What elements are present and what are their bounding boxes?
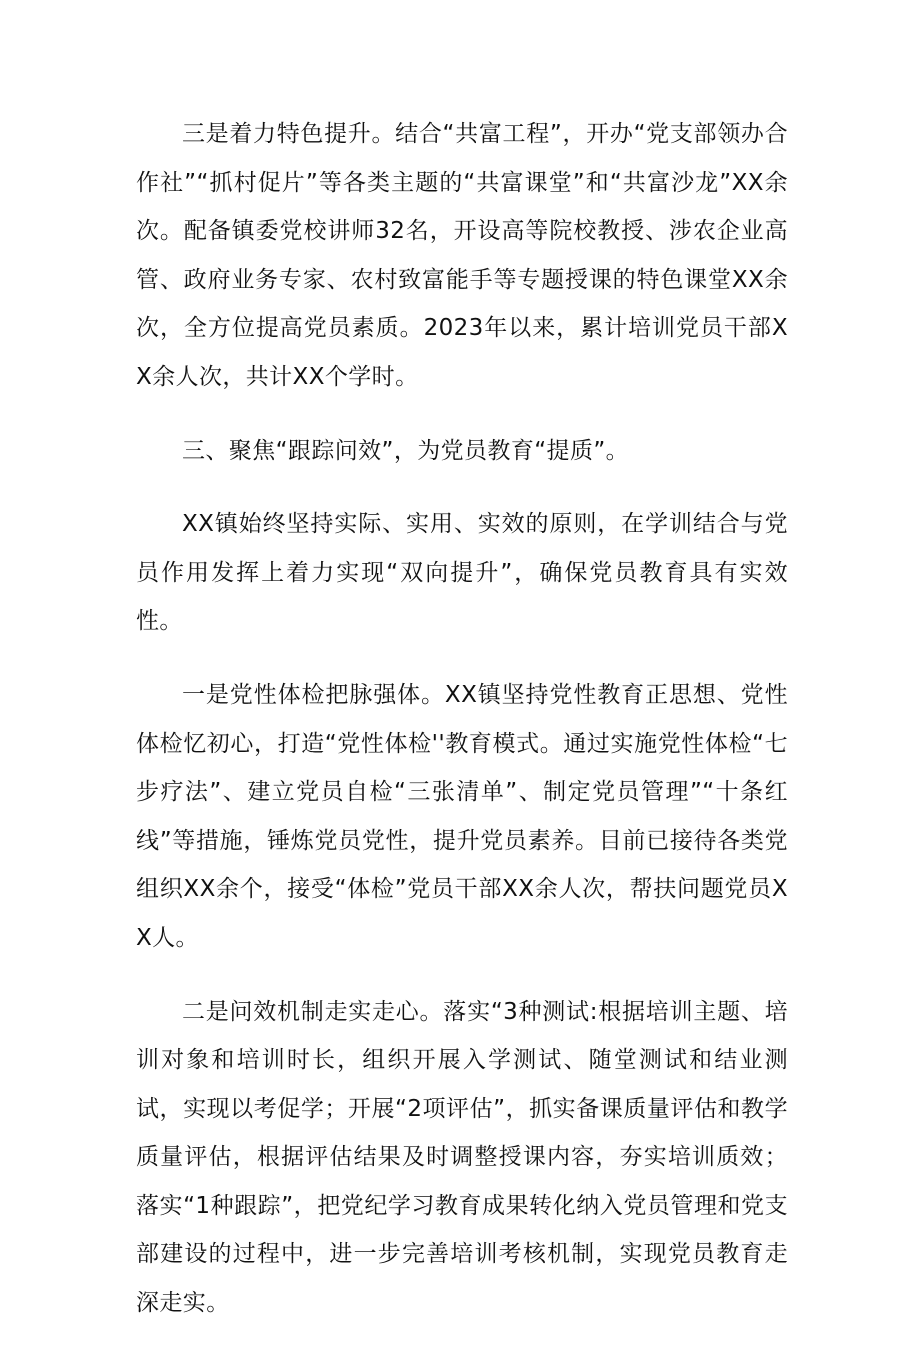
section-heading-tracking: 三、聚焦“跟踪问效”，为党员教育“提质”。 <box>182 437 630 464</box>
paragraph-section-intro: XX镇始终坚持实际、实用、实效的原则，在学训结合与党员作用发挥上着力实现“双向提升”，确保党员教育具有实效性。 <box>136 511 788 635</box>
document-body <box>136 110 788 1353</box>
paragraph-accountability-mechanism: 二是问效机制走实走心。落实“3种测试:根据培训主题、培训对象和培训时长，组织开展入学测试、随堂测试和结业测试，实现以考促学；开展“2项评估”，抓实备课质量评估和教学质量评估，根据评估结果及时调整授课内容，夯实培训质效；落实“1种跟踪”，把党纪学习教育成果转化纳入党员管理和党支部建设的过程中，进一步完善培训考核机制，实现党员教育走深走实。 <box>136 998 788 1317</box>
paragraph-party-checkup: 一是党性体检把脉强体。XX镇坚持党性教育正思想、党性体检忆初心，打造“党性体检''教育模式。通过实施党性体检“七步疗法”、建立党员自检“三张清单”、制定党员管理”“十条红线”等措施，锤炼党员党性，提升党员素养。目前已接待各类党组织XX余个，接受“体检”党员干部XX余人次，帮扶问题党员XX人。 <box>136 681 788 951</box>
paragraph-special-improvement: 三是着力特色提升。结合“共富工程”，开办“党支部领办合作社”“抓村促片”等各类主题的“共富课堂”和“共富沙龙”XX余次。配备镇委党校讲师32名，开设高等院校教授、涉农企业高管、政府业务专家、农村致富能手等专题授课的特色课堂XX余次，全方位提高党员素质。2023年以来，累计培训党员干部XX余人次，共计XX个学时。 <box>136 121 788 390</box>
